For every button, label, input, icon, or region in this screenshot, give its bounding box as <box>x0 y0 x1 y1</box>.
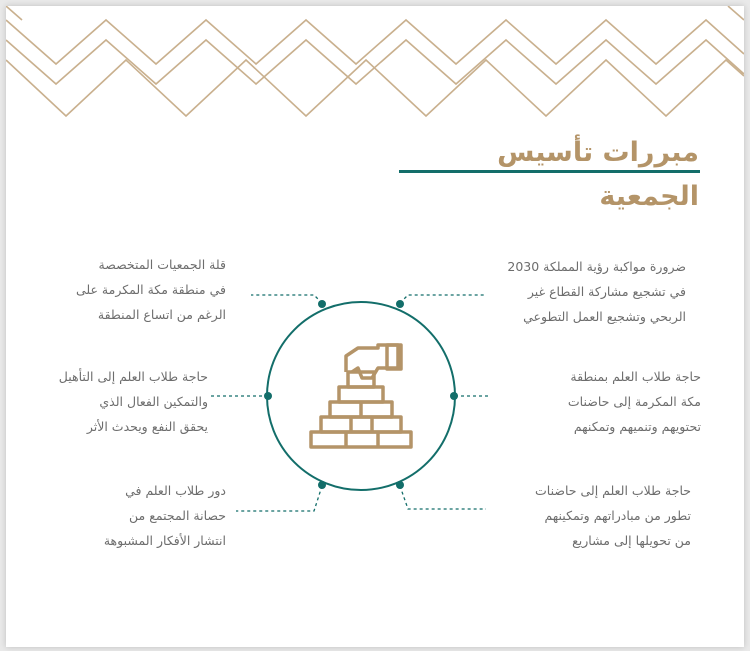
hand-building-blocks-icon <box>311 345 411 447</box>
center-circle <box>267 302 455 490</box>
document-page <box>6 6 744 647</box>
reason-left-top: قلة الجمعيات المتخصصة في منطقة مكة المكرمة على الرغم من اتساع المنطقة <box>75 257 226 322</box>
reason-right-bottom: حاجة طلاب العلم إلى حاضنات تطور من مبادراتهم وتمكينهم من تحويلها إلى مشاريع <box>535 483 691 548</box>
page-title: مبررات تأسيس الجمعية <box>497 137 699 212</box>
reason-right-top: ضرورة مواكبة رؤية المملكة 2030 في تشجيع مشاركة القطاع غير الربحي وتشجيع العمل التطوعي <box>507 259 686 324</box>
reason-left-middle: حاجة طلاب العلم إلى التأهيل والتمكين الفعال الذي يحقق النفع ويحدث الأثر <box>58 369 208 434</box>
reason-left-bottom: دور طلاب العلم في حصانة المجتمع من انتشار الأفكار المشبوهة <box>103 483 226 548</box>
reason-right-middle: حاجة طلاب العلم بمنطقة مكة المكرمة إلى حاضنات تحتويهم وتنميهم وتمكنهم <box>567 369 701 434</box>
